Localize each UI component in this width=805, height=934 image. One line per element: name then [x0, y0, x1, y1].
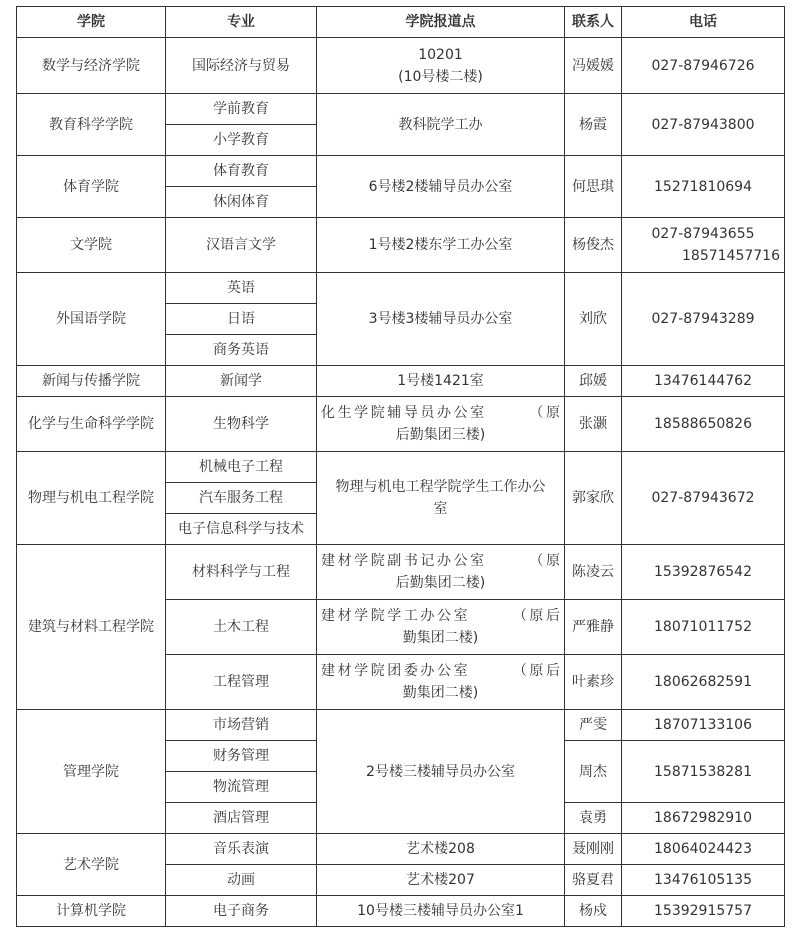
- table-row: [17, 94, 785, 125]
- major-cell: 学前教育: [166, 94, 317, 125]
- location-cell: 艺术楼207: [317, 865, 565, 896]
- header-phone: 电话: [622, 7, 785, 38]
- contact-cell: 叶素珍: [565, 655, 622, 710]
- phone-cell: 18071011752: [622, 600, 785, 655]
- contact-cell: 聂刚刚: [565, 834, 622, 865]
- contact-cell: 邱媛: [565, 366, 622, 397]
- table-row: [17, 710, 785, 741]
- phone-cell: 13476144762: [622, 366, 785, 397]
- table-row: [17, 156, 785, 187]
- phone-cell: 18588650826: [622, 397, 785, 452]
- phone-cell: 15392876542: [622, 545, 785, 600]
- contact-cell: 杨俊杰: [565, 218, 622, 273]
- major-cell: 机械电子工程: [166, 452, 317, 483]
- contact-cell: 骆夏君: [565, 865, 622, 896]
- contact-cell: 郭家欣: [565, 452, 622, 545]
- location-cell: 6号楼2楼辅导员办公室: [317, 156, 565, 218]
- college-cell: 教育科学学院: [17, 94, 166, 156]
- college-cell: 体育学院: [17, 156, 166, 218]
- college-cell: 艺术学院: [17, 834, 166, 896]
- major-cell: 汉语言文学: [166, 218, 317, 273]
- contact-cell: 陈凌云: [565, 545, 622, 600]
- location-line: 后勤集团三楼): [395, 427, 486, 443]
- phone-line: 18571457716: [682, 248, 780, 264]
- phone-cell: 13476105135: [622, 865, 785, 896]
- major-cell: 财务管理: [166, 741, 317, 772]
- location-cell: [317, 452, 565, 545]
- major-cell: 商务英语: [166, 335, 317, 366]
- phone-cell: 027-87943800: [622, 94, 785, 156]
- major-cell: 英语: [166, 273, 317, 304]
- location-line: 化生学院辅导员办公室 （原: [321, 405, 560, 421]
- location-line: 勤集团二楼): [402, 630, 479, 646]
- location-line: 后勤集团二楼): [395, 575, 486, 591]
- registration-table: [16, 6, 785, 927]
- location-cell: 10号楼三楼辅导员办公室1: [317, 896, 565, 927]
- table-row: [17, 218, 785, 273]
- phone-cell: 15392915757: [622, 896, 785, 927]
- college-cell: 化学与生命科学学院: [17, 397, 166, 452]
- location-cell: 3号楼3楼辅导员办公室: [317, 273, 565, 366]
- major-cell: 电子商务: [166, 896, 317, 927]
- table-row: [17, 397, 785, 452]
- location-line: 建材学院副书记办公室 （原: [321, 553, 560, 569]
- phone-cell: 027-87946726: [622, 38, 785, 94]
- phone-cell: 18064024423: [622, 834, 785, 865]
- major-cell: 音乐表演: [166, 834, 317, 865]
- table-row: [17, 452, 785, 483]
- header-contact: 联系人: [565, 7, 622, 38]
- location-line: 建材学院团委办公室 （原后: [321, 663, 560, 679]
- major-cell: 材料科学与工程: [166, 545, 317, 600]
- contact-cell: 张灏: [565, 397, 622, 452]
- table-row: [17, 273, 785, 304]
- phone-cell: 18707133106: [622, 710, 785, 741]
- header-college: 学院: [17, 7, 166, 38]
- major-cell: 物流管理: [166, 772, 317, 803]
- contact-cell: 何思琪: [565, 156, 622, 218]
- header-location: 学院报道点: [317, 7, 565, 38]
- college-cell: 新闻与传播学院: [17, 366, 166, 397]
- major-cell: 生物科学: [166, 397, 317, 452]
- phone-cell: 15871538281: [622, 741, 785, 803]
- college-cell: 管理学院: [17, 710, 166, 834]
- major-cell: 体育教育: [166, 156, 317, 187]
- college-cell: 外国语学院: [17, 273, 166, 366]
- contact-cell: 严雅静: [565, 600, 622, 655]
- phone-cell: 18062682591: [622, 655, 785, 710]
- major-cell: 工程管理: [166, 655, 317, 710]
- major-cell: 动画: [166, 865, 317, 896]
- location-line: 室: [433, 501, 448, 517]
- location-cell: 1号楼2楼东学工办公室: [317, 218, 565, 273]
- contact-cell: 杨戍: [565, 896, 622, 927]
- location-cell: [317, 655, 565, 710]
- header-row: [17, 7, 785, 38]
- college-cell: 物理与机电工程学院: [17, 452, 166, 545]
- phone-cell: 027-87943289: [622, 273, 785, 366]
- location-cell: [317, 38, 565, 94]
- contact-cell: 周杰: [565, 741, 622, 803]
- location-cell: [317, 545, 565, 600]
- table-row: [17, 896, 785, 927]
- major-cell: 汽车服务工程: [166, 483, 317, 514]
- phone-cell: 15271810694: [622, 156, 785, 218]
- header-major: 专业: [166, 7, 317, 38]
- location-line: (10号楼二楼): [398, 68, 483, 85]
- contact-cell: 严雯: [565, 710, 622, 741]
- contact-cell: 冯媛媛: [565, 38, 622, 94]
- table-row: [17, 366, 785, 397]
- contact-cell: 刘欣: [565, 273, 622, 366]
- major-cell: 市场营销: [166, 710, 317, 741]
- location-line: 建材学院学工办公室 （原后: [321, 608, 560, 624]
- major-cell: 电子信息科学与技术: [166, 514, 317, 545]
- location-cell: 2号楼三楼辅导员办公室: [317, 710, 565, 834]
- major-cell: 酒店管理: [166, 803, 317, 834]
- major-cell: 休闲体育: [166, 187, 317, 218]
- college-cell: 文学院: [17, 218, 166, 273]
- major-cell: 新闻学: [166, 366, 317, 397]
- location-cell: 艺术楼208: [317, 834, 565, 865]
- contact-cell: 袁勇: [565, 803, 622, 834]
- major-cell: 土木工程: [166, 600, 317, 655]
- phone-cell: 027-87943672: [622, 452, 785, 545]
- college-cell: 数学与经济学院: [17, 38, 166, 94]
- table-row: [17, 834, 785, 865]
- table-row: [17, 545, 785, 600]
- major-cell: 国际经济与贸易: [166, 38, 317, 94]
- location-cell: 1号楼1421室: [317, 366, 565, 397]
- phone-cell: 18672982910: [622, 803, 785, 834]
- location-line: 勤集团二楼): [402, 685, 479, 701]
- location-cell: [317, 600, 565, 655]
- college-cell: 计算机学院: [17, 896, 166, 927]
- table-row: [17, 38, 785, 94]
- phone-line: 027-87943655: [651, 226, 755, 242]
- phone-cell: [622, 218, 785, 273]
- contact-cell: 杨霞: [565, 94, 622, 156]
- college-cell: 建筑与材料工程学院: [17, 545, 166, 710]
- major-cell: 日语: [166, 304, 317, 335]
- location-cell: 教科院学工办: [317, 94, 565, 156]
- major-cell: 小学教育: [166, 125, 317, 156]
- location-cell: [317, 397, 565, 452]
- location-line: 物理与机电工程学院学生工作办公: [335, 479, 546, 495]
- location-line: 10201: [418, 46, 463, 63]
